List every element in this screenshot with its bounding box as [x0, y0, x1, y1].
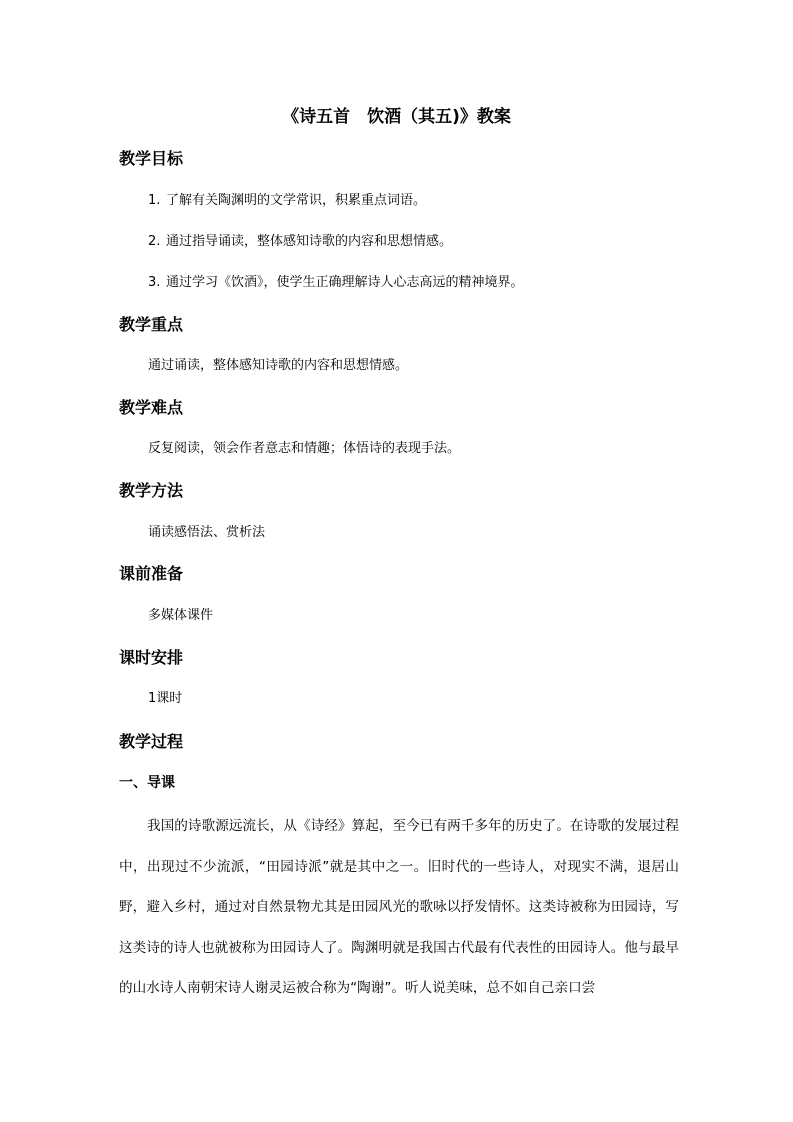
goal-item-number: 3.: [148, 275, 161, 290]
schedule-text: 1课时: [148, 691, 183, 706]
goal-item-number: 2.: [148, 234, 161, 249]
goal-item-number: 1.: [148, 193, 161, 208]
heading-difficulties: 教学难点: [119, 398, 184, 417]
heading-process: 教学过程: [119, 732, 184, 751]
heading-teaching-goals: 教学目标: [119, 149, 184, 168]
goal-item-2: [148, 231, 452, 253]
goal-item-text: 通过指导诵读，整体感知诗歌的内容和思想情感。: [166, 234, 453, 249]
heading-key-points: 教学重点: [119, 315, 184, 334]
difficulties-text: 反复阅读，领会作者意志和情趣；体悟诗的表现手法。: [148, 441, 461, 456]
goal-item-text: 了解有关陶渊明的文学常识，积累重点词语。: [166, 193, 427, 208]
goal-item-text: 通过学习《饮酒》，使学生正确理解诗人心志高远的精神境界。: [166, 275, 524, 290]
heading-preparation: 课前准备: [119, 564, 184, 583]
methods-text: 诵读感悟法、赏析法: [148, 525, 266, 540]
introduction-paragraph: 我国的诗歌源远流长，从《诗经》算起，至今已有两千多年的历史了。在诗歌的发展过程中，出现过不少流派，“田园诗派”就是其中之一。旧时代的一些诗人，对现实不满，退居山野，避入乡村，通过对自然景物尤其是田园风光的歌咏以抒发情怀。这类诗被称为田园诗，写这类诗的诗人也就被称为田园诗人了。陶渊明就是我国古代最有代表性的田园诗人。他与最早的山水诗人南朝宋诗人谢灵运被合称为“陶谢”。听人说美味，总不如自己亲口尝: [119, 818, 679, 996]
document-title: 《诗五首 饮酒（其五)》教案: [282, 107, 511, 127]
goal-item-3: [148, 272, 524, 294]
heading-methods: 教学方法: [119, 481, 184, 500]
goal-item-1: [148, 190, 426, 212]
subheading-introduction: 一、导课: [119, 775, 175, 791]
key-points-text: 通过诵读，整体感知诗歌的内容和思想情感。: [148, 358, 409, 373]
preparation-text: 多媒体课件: [148, 608, 214, 623]
heading-schedule: 课时安排: [119, 648, 184, 667]
